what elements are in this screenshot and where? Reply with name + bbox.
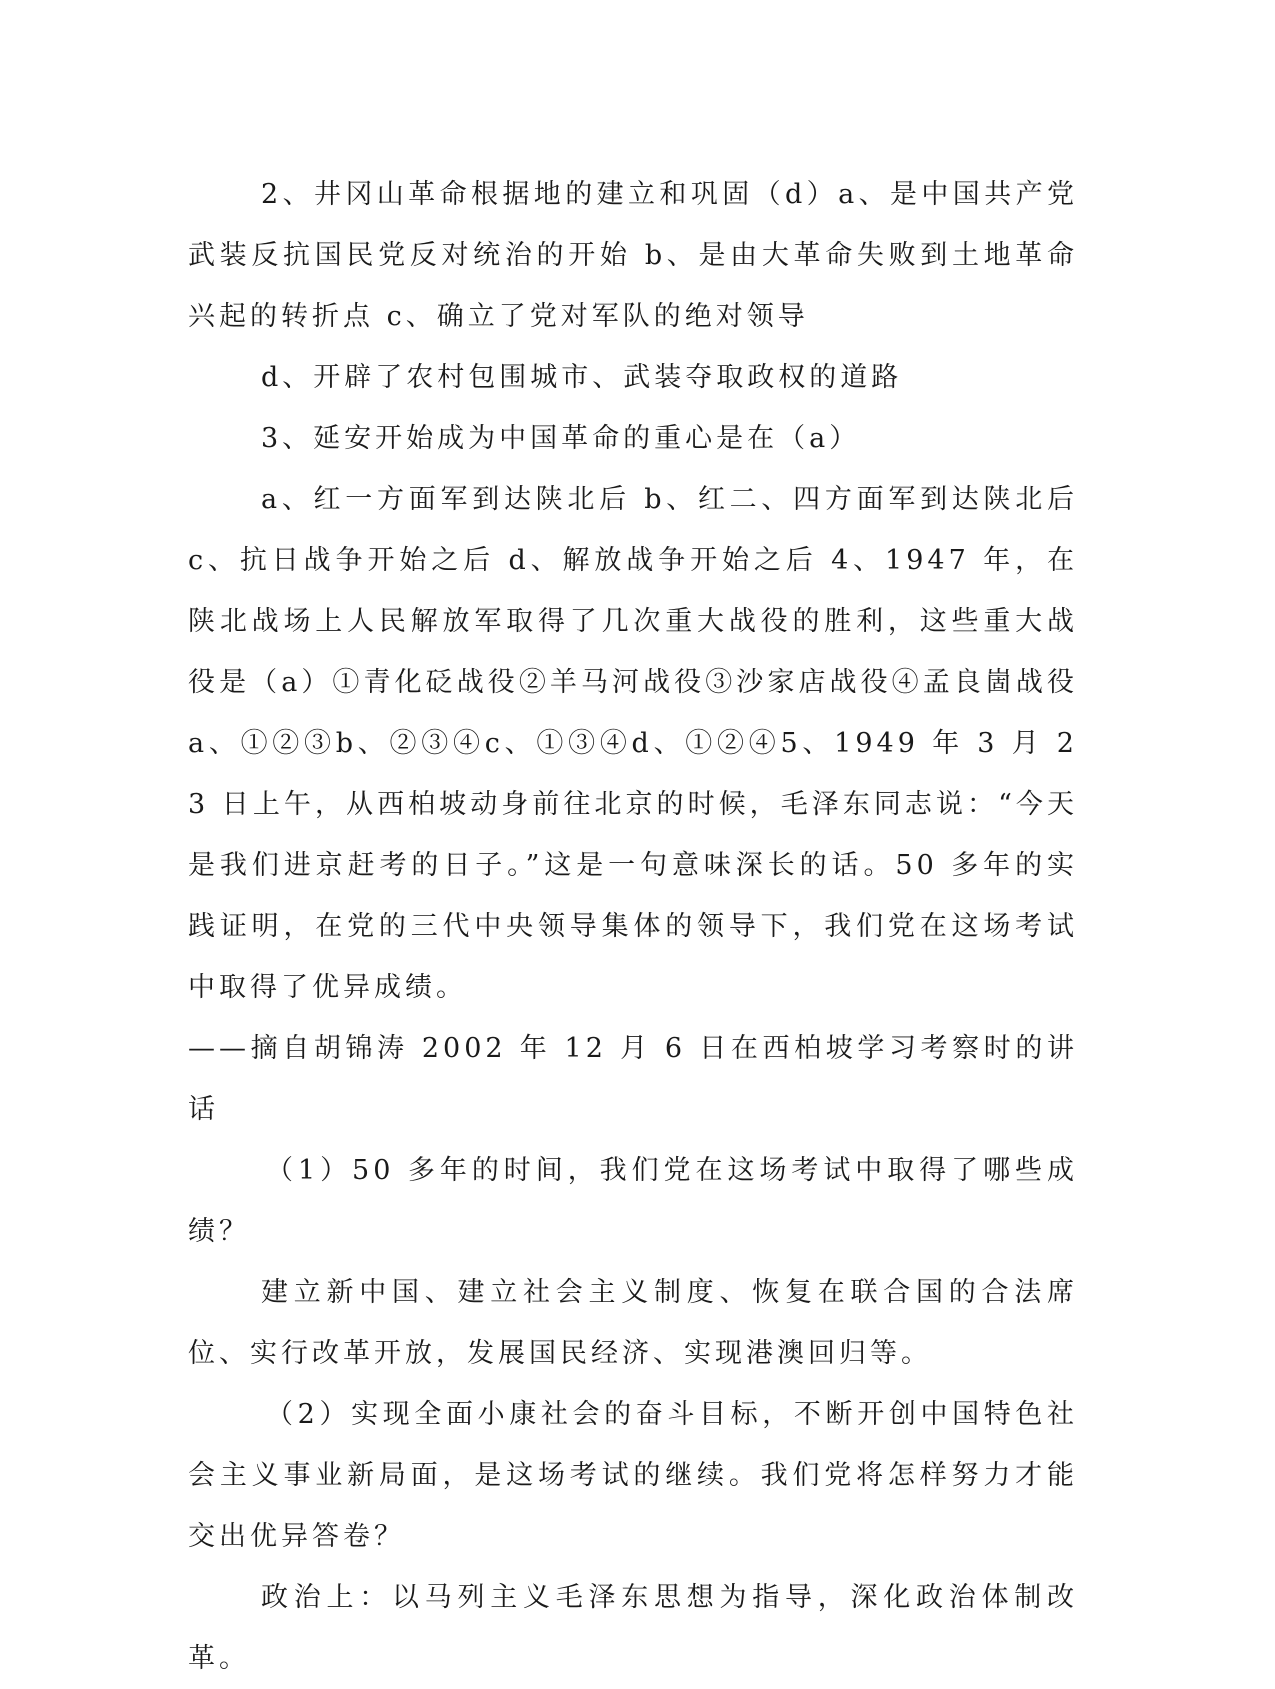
paragraph-subquestion-2: （2）实现全面小康社会的奋斗目标，不断开创中国特色社会主义事业新局面，是这场考试的继续。我们党将怎样努力才能交出优异答卷？ [188,1399,1078,1552]
paragraph-quote-source: ——摘自胡锦涛 2002 年 12 月 6 日在西柏坡学习考察时的讲话 [188,1033,1078,1125]
paragraph-subquestion-1: （1）50 多年的时间，我们党在这场考试中取得了哪些成绩？ [188,1155,1078,1247]
paragraph-question-3: 3、延安开始成为中国革命的重心是在（a） [261,423,861,454]
paragraph-questions-3-5: a、红一方面军到达陕北后 b、红二、四方面军到达陕北后 c、抗日战争开始之后 d、解放战争开始之后 4、1947 年，在陕北战场上人民解放军取得了几次重大战役的胜利，这些重大战役是（a）①青化砭战役②羊马河战役③沙家店战役④孟良崮战役 a、①②③b、②③④c、①③④d、①②④5、1949 年 3 月 23 日上午，从西柏坡动身前往北京的时候，毛泽东同志说：“今天是我们进京赶考的日子。”这是一句意味深长的话。50 多年的实践证明，在党的三代中央领导集体的领导下，我们党在这场考试中取得了优异成绩。 [188,484,1078,1003]
paragraph-option-d: d、开辟了农村包围城市、武装夺取政权的道路 [261,362,903,393]
paragraph-answer-2-politics: 政治上：以马列主义毛泽东思想为指导，深化政治体制改革。 [188,1582,1078,1674]
paragraph-answer-1: 建立新中国、建立社会主义制度、恢复在联合国的合法席位、实行改革开放，发展国民经济、实现港澳回归等。 [188,1277,1078,1369]
paragraph-question-2: 2、井冈山革命根据地的建立和巩固（d）a、是中国共产党武装反抗国民党反对统治的开始 b、是由大革命失败到土地革命兴起的转折点 c、确立了党对军队的绝对领导 [188,179,1078,332]
document-body [188,164,1078,1689]
